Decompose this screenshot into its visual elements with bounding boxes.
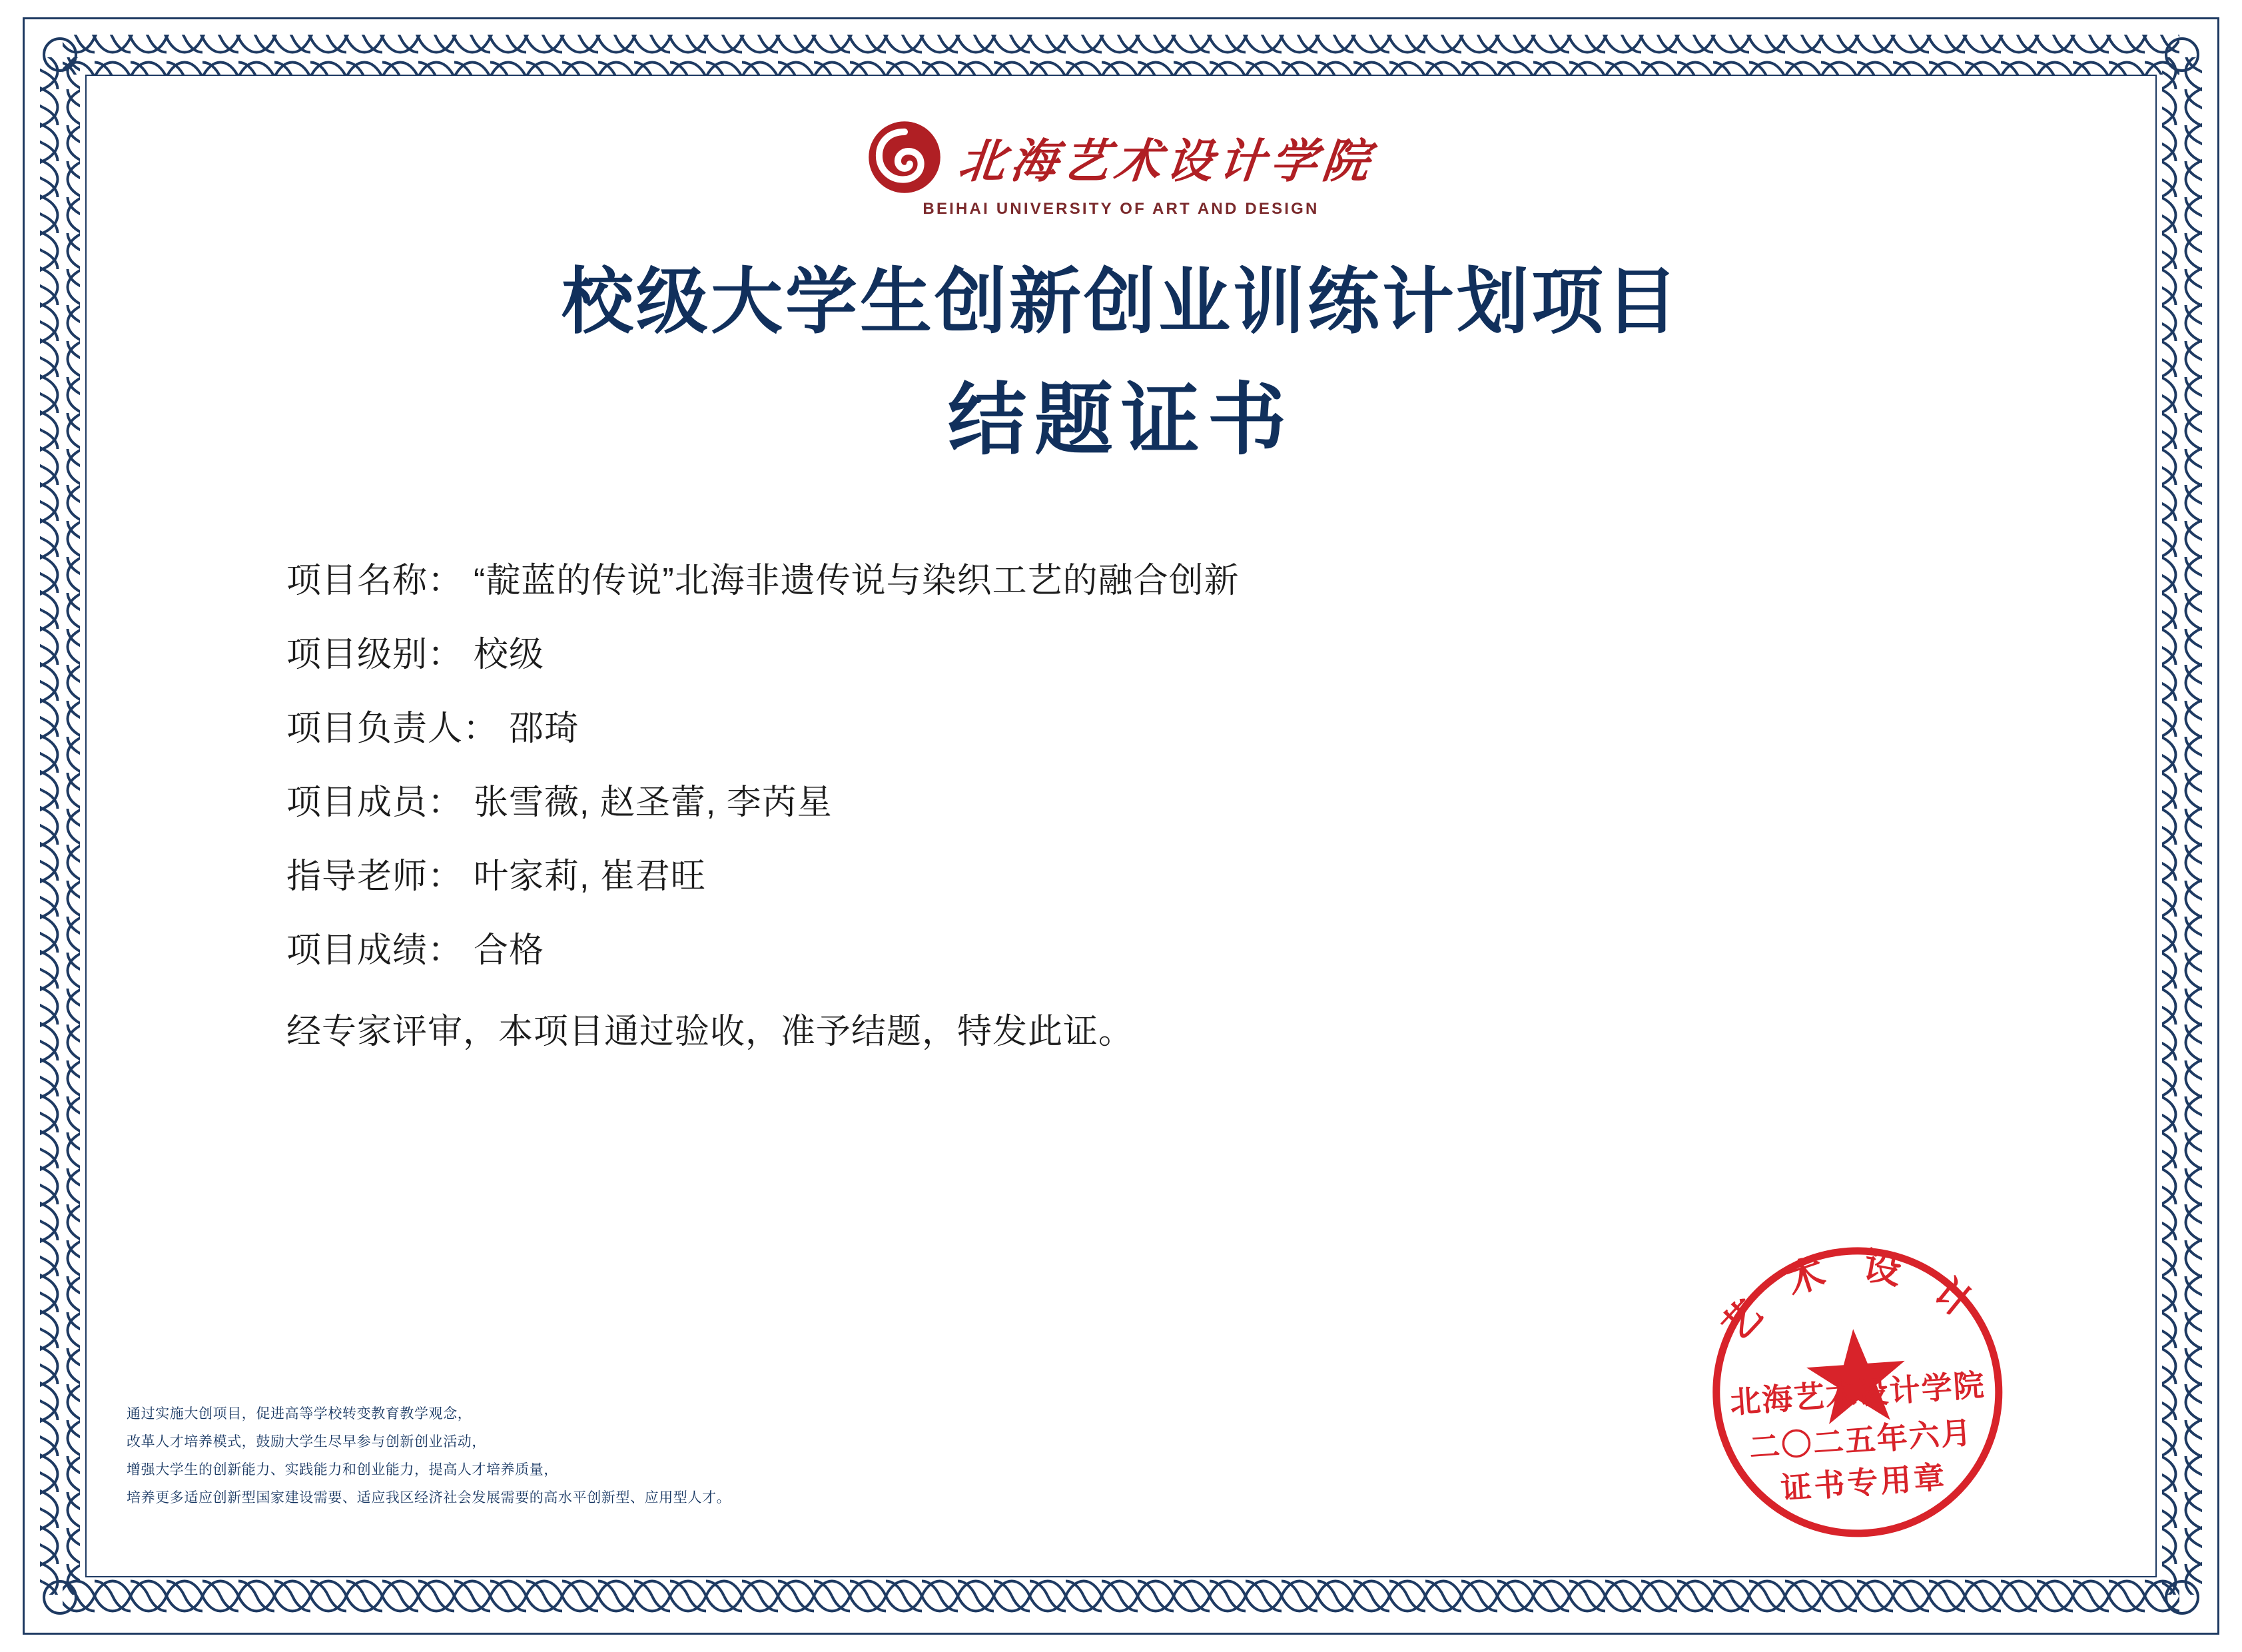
- field-value: 叶家莉, 崔君旺: [474, 857, 706, 896]
- seal-date-text: 二〇二五年六月: [1748, 1414, 1974, 1466]
- field-project-members: [286, 781, 2055, 825]
- certificate-content: [107, 93, 2135, 1559]
- institution-logo-block: [107, 120, 2135, 218]
- field-project-grade: [286, 929, 2055, 973]
- certificate-title-block: [107, 260, 2135, 470]
- field-project-name: [286, 560, 2055, 603]
- footer-note-line: 培养更多适应创新型国家建设需要、适应我区经济社会发展需要的高水平创新型、应用型人才。: [127, 1490, 731, 1505]
- page-title: 校级大学生创新创业训练计划项目: [561, 260, 1681, 344]
- field-project-level: [286, 633, 2055, 677]
- approval-statement: 经专家评审，本项目通过验收，准予结题，特发此证。: [286, 1013, 1134, 1051]
- svg-text:艺 术 设 计: [1708, 1235, 1992, 1351]
- field-supervisors: [286, 855, 2055, 899]
- field-value: 合格: [474, 931, 545, 970]
- project-details: [286, 560, 2055, 1053]
- field-label: 项目名称：: [286, 562, 464, 600]
- footer-note-line: 通过实施大创项目，促进高等学校转变教育教学观念，: [127, 1406, 472, 1422]
- field-value: “靛蓝的传说”北海非遗传说与染织工艺的融合创新: [474, 562, 1240, 600]
- field-label: 项目成员：: [286, 783, 464, 822]
- footer-note: [127, 1400, 731, 1512]
- seal-center-text: 北海艺术设计学院: [1728, 1366, 1987, 1421]
- logo-row: [867, 120, 1375, 195]
- institution-name-en: BEIHAI UNIVERSITY OF ART AND DESIGN: [923, 200, 1319, 218]
- field-value: 校级: [474, 635, 545, 674]
- university-emblem-icon: [867, 120, 942, 195]
- official-seal: [1645, 1179, 2067, 1553]
- field-label: 项目级别：: [286, 635, 464, 674]
- field-label: 项目负责人：: [286, 709, 499, 748]
- field-project-leader: [286, 707, 2055, 751]
- field-label: 指导老师：: [286, 857, 464, 896]
- institution-name-cn: 北海艺术设计学院: [956, 133, 1377, 189]
- footer-note-line: 改革人才培养模式，鼓励大学生尽早参与创新创业活动，: [127, 1434, 486, 1449]
- footer-note-line: 增强大学生的创新能力、实践能力和创业能力，提高人才培养质量，: [127, 1462, 558, 1477]
- seal-arc-text: 艺 术 设 计: [1713, 1243, 1990, 1350]
- page-subtitle: 结题证书: [947, 373, 1294, 466]
- field-label: 项目成绩：: [286, 931, 464, 970]
- field-value: 邵琦: [509, 709, 580, 748]
- seal-bottom-text: 证书专用章: [1779, 1458, 1948, 1507]
- field-value: 张雪薇, 赵圣蕾, 李芮星: [474, 783, 833, 822]
